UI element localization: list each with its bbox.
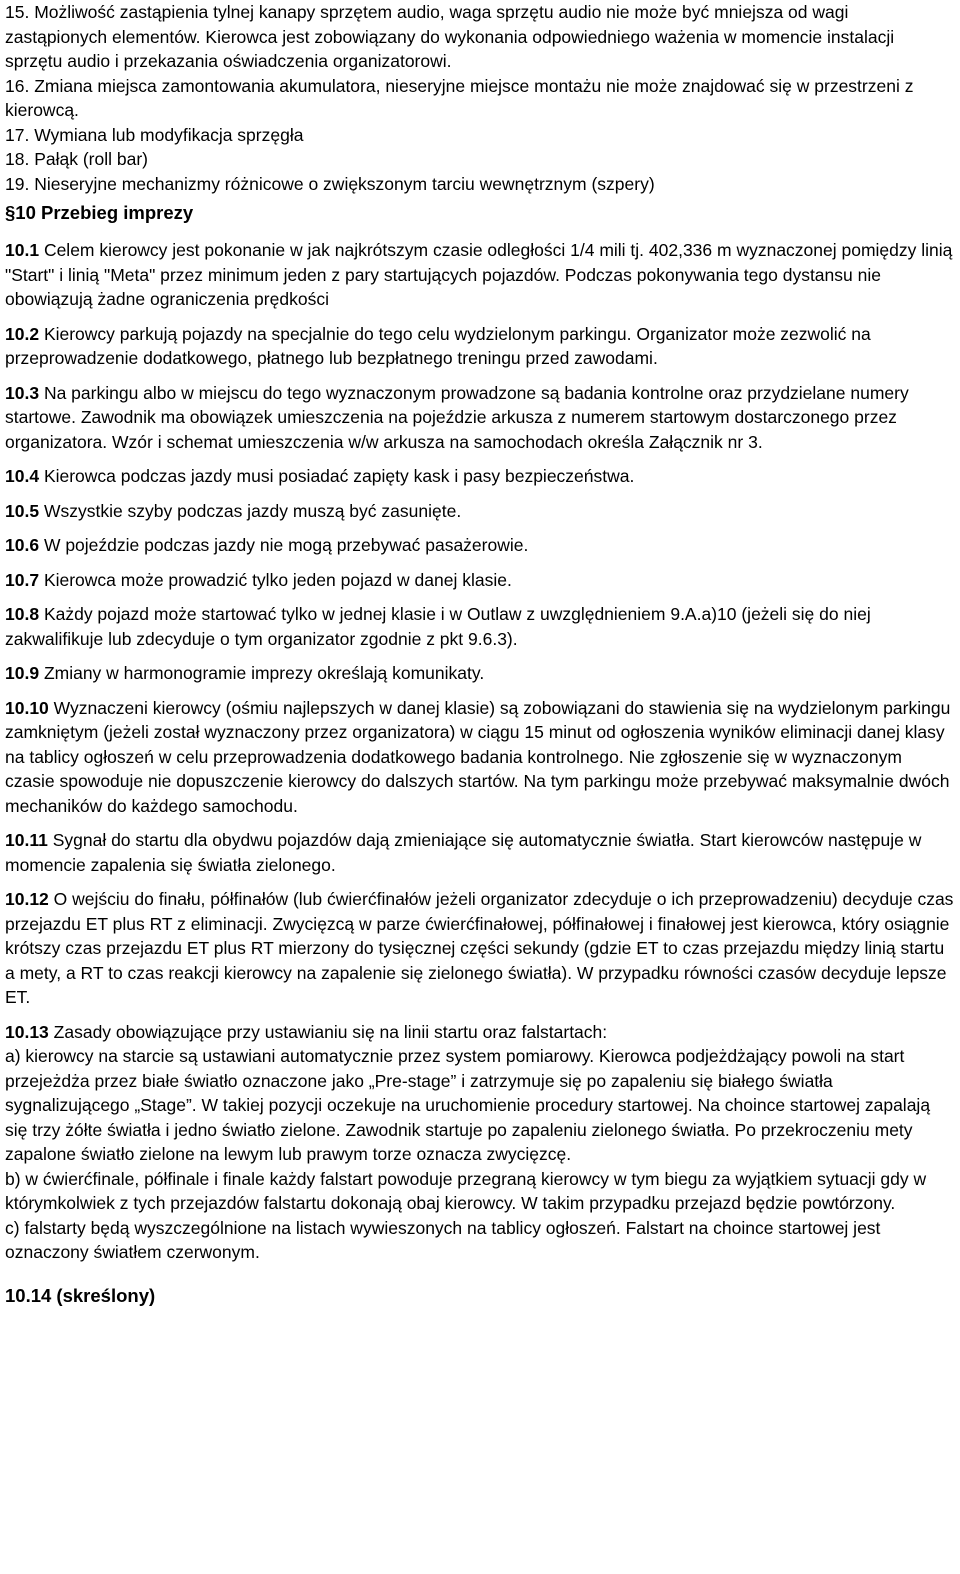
paragraph-10-10 xyxy=(5,696,954,819)
paragraph-10-2 xyxy=(5,322,954,371)
paragraph-10-14-deleted: 10.14 (skreślony) xyxy=(5,1284,156,1306)
paragraph-number: 10.10 xyxy=(5,697,49,718)
paragraph-text: O wejściu do finału, półfinałów (lub ćwierćfinałów jeżeli organizator zdecyduje o ich przeprowadzeniu) decyduje czas przejazdu ET plus RT z eliminacji. Zwycięzcą w parze ćwierćfinałowej, półfinałowej i finałowej jest kierowca, który osiągnie krótszy czas przejazdu ET plus RT mierzony do tysięcznej części sekundy (gdzie ET to czas przejazdu między linią startu a mety, a RT to czas reakcji kierowcy na zapalenie się zielonego światła). W przypadku równości czasów decyduje lepsze ET. xyxy=(5,889,954,1007)
paragraph-number: 10.6 xyxy=(5,535,40,555)
paragraph-number: 10.2 xyxy=(5,323,40,344)
paragraph-text: Na parkingu albo w miejscu do tego wyznaczonym prowadzone są badania kontrolne oraz przydzielane numery startowe. Zawodnik ma obowiązek umieszczenia na pojeździe arkusza z numerem startowym dostarczonego przez organizatora. Wzór i schemat umieszczenia w/w arkusza na samochodach określa Załącznik nr 3. xyxy=(5,382,909,452)
paragraph-number: 10.13 xyxy=(5,1021,49,1042)
paragraph-text: Sygnał do startu dla obydwu pojazdów dają zmieniające się automatycznie światła. Start kierowców następuje w momencie zapalenia się światła zielonego. xyxy=(5,830,922,875)
paragraph-number: 10.11 xyxy=(5,830,48,850)
subpoint-a: a) kierowcy na starcie są ustawiani automatycznie przez system pomiarowy. Kierowca podjeżdżający powoli na start przejeżdża przez białe światło oznaczone jako „Pre-stage” i zatrzymuje się po zapaleniu się białego światła sygnalizującego „Stage”. W takiej pozycji oczekuje na uruchomienie procedury startowej. Na choince startowej zapalają się trzy żółte światła i jedno światło zielone. Zawodnik startuje po zapaleniu zielonego światła. Po przekroczeniu mety zapalone światło zielone na lewym lub prawym torze oznacza zwycięzcę. xyxy=(5,1046,931,1164)
paragraph-text: Celem kierowcy jest pokonanie w jak najkrótszym czasie odległości 1/4 mili tj. 402,336 m wyznaczonej pomiędzy linią "Start" i linią "Meta" przez minimum jeden z pary startujących pojazdów. Podczas pokonywania tego dystansu nie obowiązują żadne ograniczenia prędkości xyxy=(5,240,953,309)
paragraph-10-8 xyxy=(5,602,954,651)
paragraph-text: Zmiany w harmonogramie imprezy określają komunikaty. xyxy=(43,663,485,683)
paragraph-intro-line xyxy=(5,1020,954,1045)
paragraph-10-11 xyxy=(5,828,954,877)
paragraph-number: 10.12 xyxy=(5,889,49,909)
paragraph-10-3 xyxy=(5,381,954,455)
subpoint-b: b) w ćwierćfinale, półfinale i finale każdy falstart powoduje przegraną kierowcy w tym biegu za wyjątkiem sytuacji gdy w którymkolwiek z tych przejazdów falstartu dokonają obaj kierowcy. W takim przypadku przejazd będzie powtórzony. xyxy=(5,1168,927,1213)
paragraph-10-12 xyxy=(5,887,954,1010)
section-paragraphs xyxy=(5,238,954,1265)
section-heading xyxy=(5,200,954,230)
paragraph-number: 10.3 xyxy=(5,382,40,403)
paragraph-10-5 xyxy=(5,499,954,524)
paragraph-text: Zasady obowiązujące przy ustawianiu się na linii startu oraz falstartach: xyxy=(53,1021,608,1042)
paragraph-number: 10.8 xyxy=(5,604,40,624)
paragraph-10-6 xyxy=(5,533,954,558)
paragraph-text: Każdy pojazd może startować tylko w jednej klasie i w Outlaw z uwzględnieniem 9.A.a)10 (jeżeli się do niej zakwalifikuje lub zdecyduje o tym organizator zgodnie z pkt 9.6.3). xyxy=(5,604,871,649)
modification-list xyxy=(5,0,954,196)
paragraph-text: Kierowca podczas jazdy musi posiadać zapięty kask i pasy bezpieczeństwa. xyxy=(43,466,635,486)
paragraph-text: W pojeździe podczas jazdy nie mogą przebywać pasażerowie. xyxy=(43,535,529,555)
paragraph-10-9 xyxy=(5,661,954,686)
paragraph-text: Kierowcy parkują pojazdy na specjalnie do tego celu wydzielonym parkingu. Organizator może zezwolić na przeprowadzenie dodatkowego, płatnego lub bezpłatnego treningu przed zawodami. xyxy=(5,323,871,368)
list-item-18: 18. Pałąk (roll bar) xyxy=(5,149,148,169)
paragraph-text: Wyznaczeni kierowcy (ośmiu najlepszych w danej klasie) są zobowiązani do stawienia się na wydzielonym parkingu zamkniętym (jeżeli został wyznaczony przez organizatora) w ciągu 15 minut od ogłoszenia wyników eliminacji danej klasy na tablicy ogłoszeń w celu przeprowadzenia dodatkowego badania kontrolnego. Nie zgłoszenie się w wyznaczonym czasie spowoduje nie dopuszczenie kierowcy do dalszych startów. Na tym parkingu może przebywać maksymalnie dwóch mechaników do każdego samochodu. xyxy=(5,697,951,816)
list-item-19: 19. Nieseryjne mechanizmy różnicowe o zwiększonym tarciu wewnętrznym (szpery) xyxy=(5,173,655,194)
paragraph-number: 10.1 xyxy=(5,240,40,260)
subpoint-c: c) falstarty będą wyszczególnione na listach wywieszonych na tablicy ogłoszeń. Falstart na choince startowej jest oznaczony światłem czerwonym. xyxy=(5,1217,881,1262)
paragraph-number: 10.9 xyxy=(5,663,40,683)
paragraph-number: 10.4 xyxy=(5,466,40,486)
paragraph-10-13 xyxy=(5,1020,954,1265)
list-item-16: 16. Zmiana miejsca zamontowania akumulatora, nieseryjne miejsce montażu nie może znajdować się w przestrzeni z kierowcą. xyxy=(5,75,914,120)
paragraph-text: Wszystkie szyby podczas jazdy muszą być zasunięte. xyxy=(43,500,462,521)
section-symbol: § xyxy=(5,202,16,223)
paragraph-10-7 xyxy=(5,568,954,593)
paragraph-10-1 xyxy=(5,238,954,312)
section-title: 10 Przebieg imprezy xyxy=(15,202,194,223)
paragraph-10-4 xyxy=(5,464,954,489)
paragraph-text: Kierowca może prowadzić tylko jeden pojazd w danej klasie. xyxy=(43,569,512,590)
list-item-17: 17. Wymiana lub modyfikacja sprzęgła xyxy=(5,124,304,145)
list-item-15: 15. Możliwość zastąpienia tylnej kanapy sprzętem audio, waga sprzętu audio nie może być mniejsza od wagi zastąpionych elementów. Kierowca jest zobowiązany do wykonania odpowiedniego ważenia w momencie instalacji sprzętu audio i przekazania oświadczenia organizatorowi. xyxy=(5,2,895,71)
paragraph-number: 10.5 xyxy=(5,500,40,521)
paragraph-number: 10.7 xyxy=(5,569,40,590)
